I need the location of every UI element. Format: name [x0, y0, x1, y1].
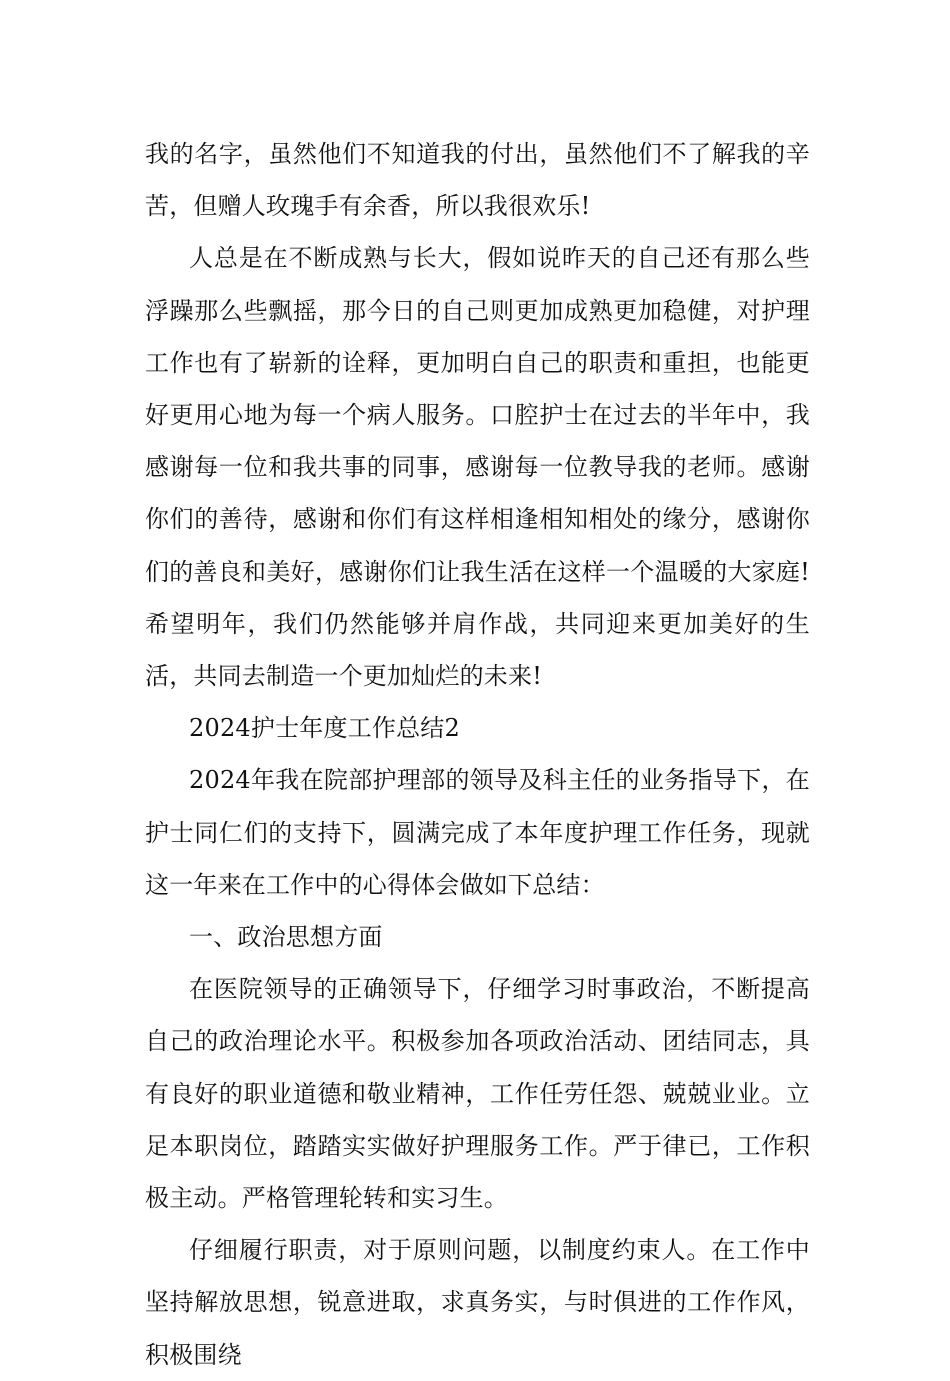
- paragraph-duties: 仔细履行职责，对于原则问题，以制度约束人。在工作中坚持解放思想，锐意进取，求真务实，与时俱进的工作作风，积极围绕: [145, 1236, 810, 1369]
- document-body: [145, 128, 810, 1381]
- paragraph-continued: 我的名字，虽然他们不知道我的付出，虽然他们不了解我的辛苦，但赠人玫瑰手有余香，所以我很欢乐!: [145, 140, 810, 221]
- paragraph-reflection: 人总是在不断成熟与长大，假如说昨天的自己还有那么些浮躁那么些飘摇，那今日的自己则更加成熟更加稳健，对护理工作也有了崭新的诠释，更加明白自己的职责和重担，也能更好更用心地为每一个病人服务。口腔护士在过去的半年中，我感谢每一位和我共事的同事，感谢每一位教导我的老师。感谢你们的善待，感谢和你们有这样相逢相知相处的缘分，感谢你们的善良和美好，感谢你们让我生活在这样一个温暖的大家庭!希望明年，我们仍然能够并肩作战，共同迎来更加美好的生活，共同去制造一个更加灿烂的未来!: [145, 244, 810, 691]
- paragraph-politics: 在医院领导的正确领导下，仔细学习时事政治，不断提高自己的政治理论水平。积极参加各项政治活动、团结同志，具有良好的职业道德和敬业精神，工作任劳任怨、兢兢业业。立足本职岗位，踏踏实实做好护理服务工作。严于律已，工作积极主动。严格管理轮转和实习生。: [145, 975, 810, 1213]
- section-title: 2024护士年度工作总结2: [189, 714, 460, 743]
- section-heading-politics: 一、政治思想方面: [189, 923, 383, 952]
- paragraph-intro: 2024年我在院部护理部的领导及科主任的业务指导下，在护士同仁们的支持下，圆满完成了本年度护理工作任务，现就这一年来在工作中的心得体会做如下总结：: [145, 766, 810, 899]
